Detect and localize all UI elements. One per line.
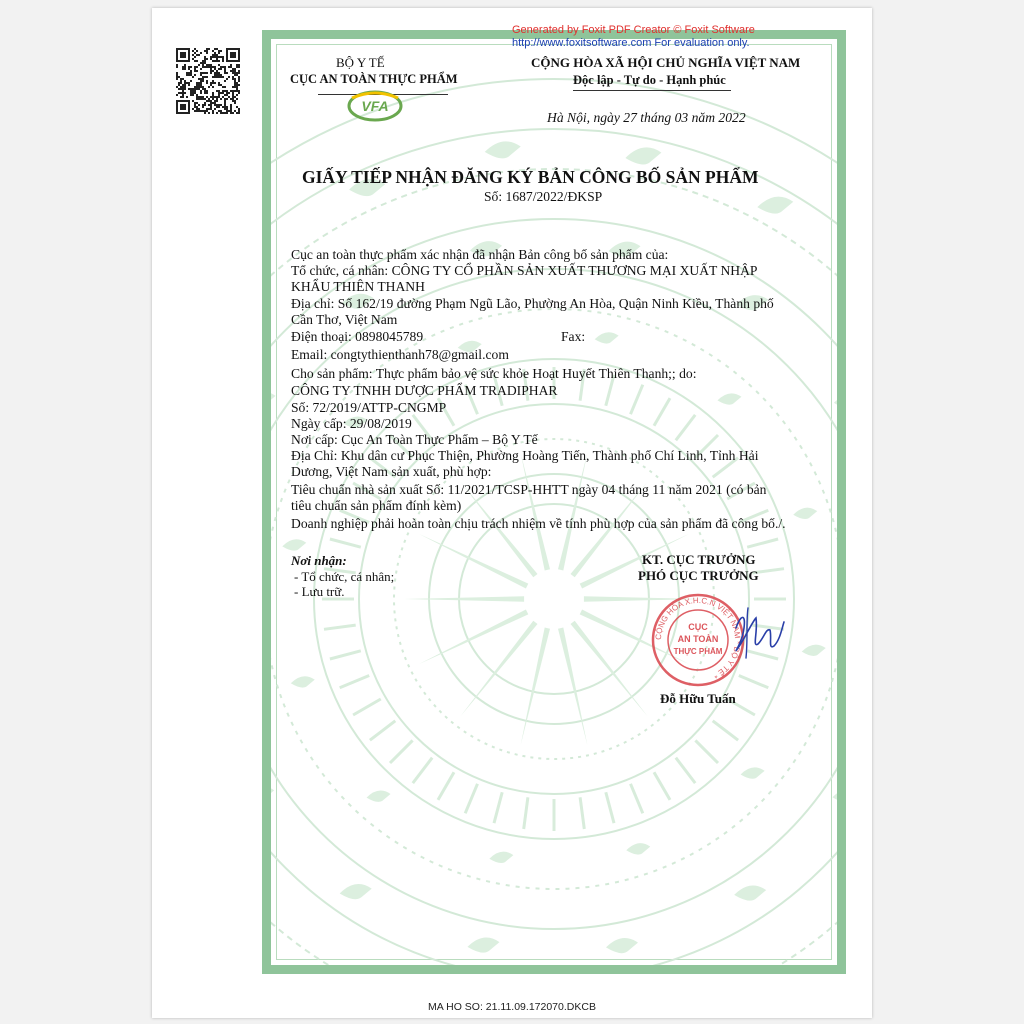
body-line-standard: Tiêu chuẩn nhà sản xuất Số: 11/2021/TCSP-HHTT ngày 04 tháng 11 năm 2021 (có bản <box>291 482 767 497</box>
signer-name: Đỗ Hữu Tuấn <box>660 691 736 706</box>
signer-role-2: PHÓ CỤC TRƯỞNG <box>638 568 759 583</box>
body-line-intro: Cục an toàn thực phẩm xác nhận đã nhận Bản công bố sản phẩm của: <box>291 247 669 262</box>
body-line-phone: Điện thoại: 0898045789 <box>291 329 424 344</box>
vfa-logo-text: VFA <box>361 98 389 114</box>
signer-role-1: KT. CỤC TRƯỞNG <box>642 552 756 567</box>
agency-name: CỤC AN TOÀN THỰC PHẨM <box>290 72 458 86</box>
body-line-product: Cho sản phẩm: Thực phẩm bảo vệ sức khỏe Hoạt Huyết Thiên Thanh;; do: <box>291 366 697 381</box>
recipient-archive: - Lưu trữ. <box>294 584 345 599</box>
document-number: Số: 1687/2022/ĐKSP <box>484 189 603 204</box>
body-line-issue-date: Ngày cấp: 29/08/2019 <box>291 416 412 431</box>
national-motto: Độc lập - Tự do - Hạnh phúc <box>573 73 726 87</box>
body-line-responsibility: Doanh nghiệp phải hoàn toàn chịu trách nhiệm về tính phù hợp của sản phẩm đã công bố./. <box>291 516 786 531</box>
recipients-label: Nơi nhận: <box>291 553 347 568</box>
body-line-manufacturer: CÔNG TY TNHH DƯỢC PHẨM TRADIPHAR <box>291 383 558 398</box>
seal-center-line2: AN TOÀN <box>677 634 719 644</box>
recipient-organization: - Tổ chức, cá nhân; <box>294 569 395 584</box>
country-name: CỘNG HÒA XÃ HỘI CHỦ NGHĨA VIỆT NAM <box>531 55 801 70</box>
handwritten-signature <box>722 598 792 668</box>
body-line-issued-by: Nơi cấp: Cục An Toàn Thực Phẩm – Bộ Y Tế <box>291 432 538 447</box>
dossier-code: MA HO SO: 21.11.09.172070.DKCB <box>428 1001 596 1013</box>
body-line-fax: Fax: <box>561 329 586 344</box>
document-title: GIẤY TIẾP NHẬN ĐĂNG KÝ BẢN CÔNG BỐ SẢN PHẨM <box>302 167 759 187</box>
vfa-logo <box>344 88 406 122</box>
foxit-watermark-line1: Generated by Foxit PDF Creator © Foxit Software <box>512 24 755 36</box>
seal-ring-text: CỘNG HÒA X.H.C.N VIỆT NAM * BỘ Y TẾ * <box>653 595 743 681</box>
qr-code <box>176 48 240 114</box>
body-line-organization-cont: KHẨU THIÊN THANH <box>291 279 425 294</box>
seal-center-line1: CỤC <box>688 622 708 632</box>
issue-date: Hà Nội, ngày 27 tháng 03 năm 2022 <box>547 110 746 125</box>
body-line-organization: Tổ chức, cá nhân: CÔNG TY CỔ PHẦN SẢN XUẤT THƯƠNG MẠI XUẤT NHẬP <box>291 263 758 278</box>
body-line-address: Địa chỉ: Số 162/19 đường Phạm Ngũ Lão, Phường An Hòa, Quận Ninh Kiều, Thành phố <box>291 296 774 311</box>
seal-center-line3: THỰC PHẨM <box>673 647 723 656</box>
body-line-standard-cont: tiêu chuẩn sản phẩm đính kèm) <box>291 498 462 513</box>
body-line-factory-address-cont: Dương, Việt Nam sản xuất, phù hợp: <box>291 464 492 479</box>
ministry-name: BỘ Y TẾ <box>336 55 385 70</box>
body-line-email: Email: congtythienthanh78@gmail.com <box>291 347 509 362</box>
motto-underline <box>573 90 731 91</box>
body-line-address-cont: Cần Thơ, Việt Nam <box>291 312 398 327</box>
body-line-cert-number: Số: 72/2019/ATTP-CNGMP <box>291 400 447 415</box>
body-line-factory-address: Địa Chỉ: Khu dân cư Phục Thiện, Phường Hoàng Tiến, Thành phố Chí Linh, Tỉnh Hải <box>291 448 759 463</box>
foxit-watermark-line2: http://www.foxitsoftware.com For evaluation only. <box>512 37 750 49</box>
